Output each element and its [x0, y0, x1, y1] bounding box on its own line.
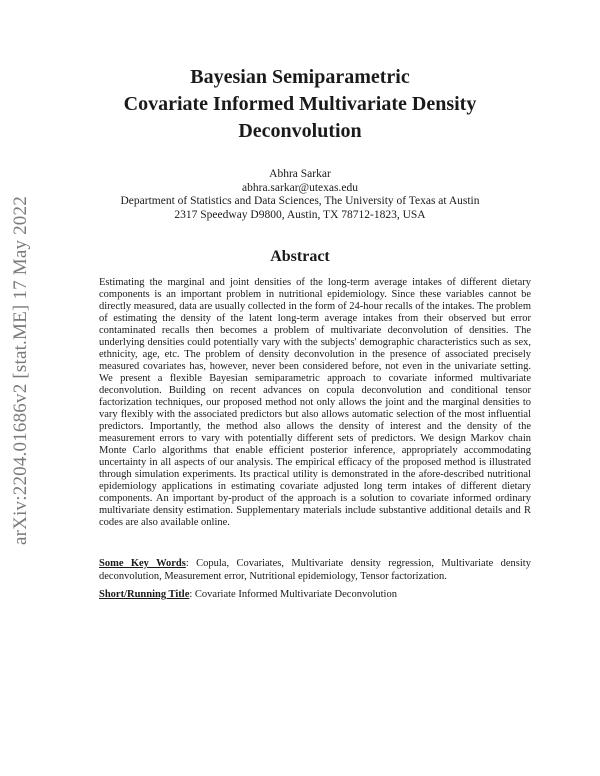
keywords-label: Some Key Words [99, 558, 186, 569]
running-title-text: : Covariate Informed Multivariate Deconvolution [189, 589, 397, 600]
keywords-section [99, 557, 531, 583]
arxiv-identifier: arXiv:2204.01686v2 [stat.ME] 17 May 2022 [10, 196, 31, 545]
author-email: abhra.sarkar@utexas.edu [242, 181, 358, 194]
title-line-1: Bayesian Semiparametric [190, 66, 410, 88]
author-affiliation: Department of Statistics and Data Sciences, The University of Texas at Austin [120, 195, 480, 207]
running-title-label: Short/Running Title [99, 589, 190, 600]
running-title-section [99, 588, 531, 601]
author-address: 2317 Speedway D9800, Austin, TX 78712-1823, USA [174, 208, 426, 221]
author-name: Abhra Sarkar [269, 168, 331, 180]
keywords-text: : Copula, Covariates, Multivariate density regression, Multivariate density deconvolution, Measurement error, Nutritional epidemiology, Tensor factorization. [99, 558, 531, 582]
author-block [72, 168, 528, 222]
paper-title [72, 64, 528, 145]
abstract-text: Estimating the marginal and joint densities of the long-term average intakes of different dietary components is an important problem in nutritional epidemiology. Since these variables cannot be directly measured, data are usually collected in the form of 24-hour recalls of the intakes. The problem of estimating the density of the latent long-term average intakes from their observed but error contaminated recalls then becomes a problem of multivariate deconvolution of densities. The underlying densities could potentially vary with the subjects' demographic characteristics such as sex, ethnicity, age, etc. The problem of density deconvolution in the presence of associated precisely measured covariates has, however, never been considered before, not even in the univariate setting. We present a flexible Bayesian semiparametric approach to covariate informed multivariate deconvolution. Building on recent advances on copula deconvolution and conditional tensor factorization techniques, our proposed method not only allows the joint and the marginal densities to vary flexibly with the associated predictors but also allows automatic selection of the most influential predictors. Importantly, the method also allows the density of interest and the density of the measurement errors to vary with potentially different sets of predictors. We design Markov chain Monte Carlo algorithms that enable efficient posterior inference, appropriately accommodating uncertainty in all aspects of our analysis. The empirical efficacy of the proposed method is illustrated through simulation experiments. Its practical utility is demonstrated in the afore-described nutritional epidemiology applications in estimating covariate adjusted long term intakes of different dietary components. An important by-product of the approach is a solution to covariate informed ordinary multivariate density estimation. Supplementary materials include substantive additional details and R codes are also available online. [99, 277, 531, 528]
title-line-3: Deconvolution [238, 120, 362, 142]
abstract-heading: Abstract [270, 248, 330, 265]
title-line-2: Covariate Informed Multivariate Density [123, 93, 477, 115]
